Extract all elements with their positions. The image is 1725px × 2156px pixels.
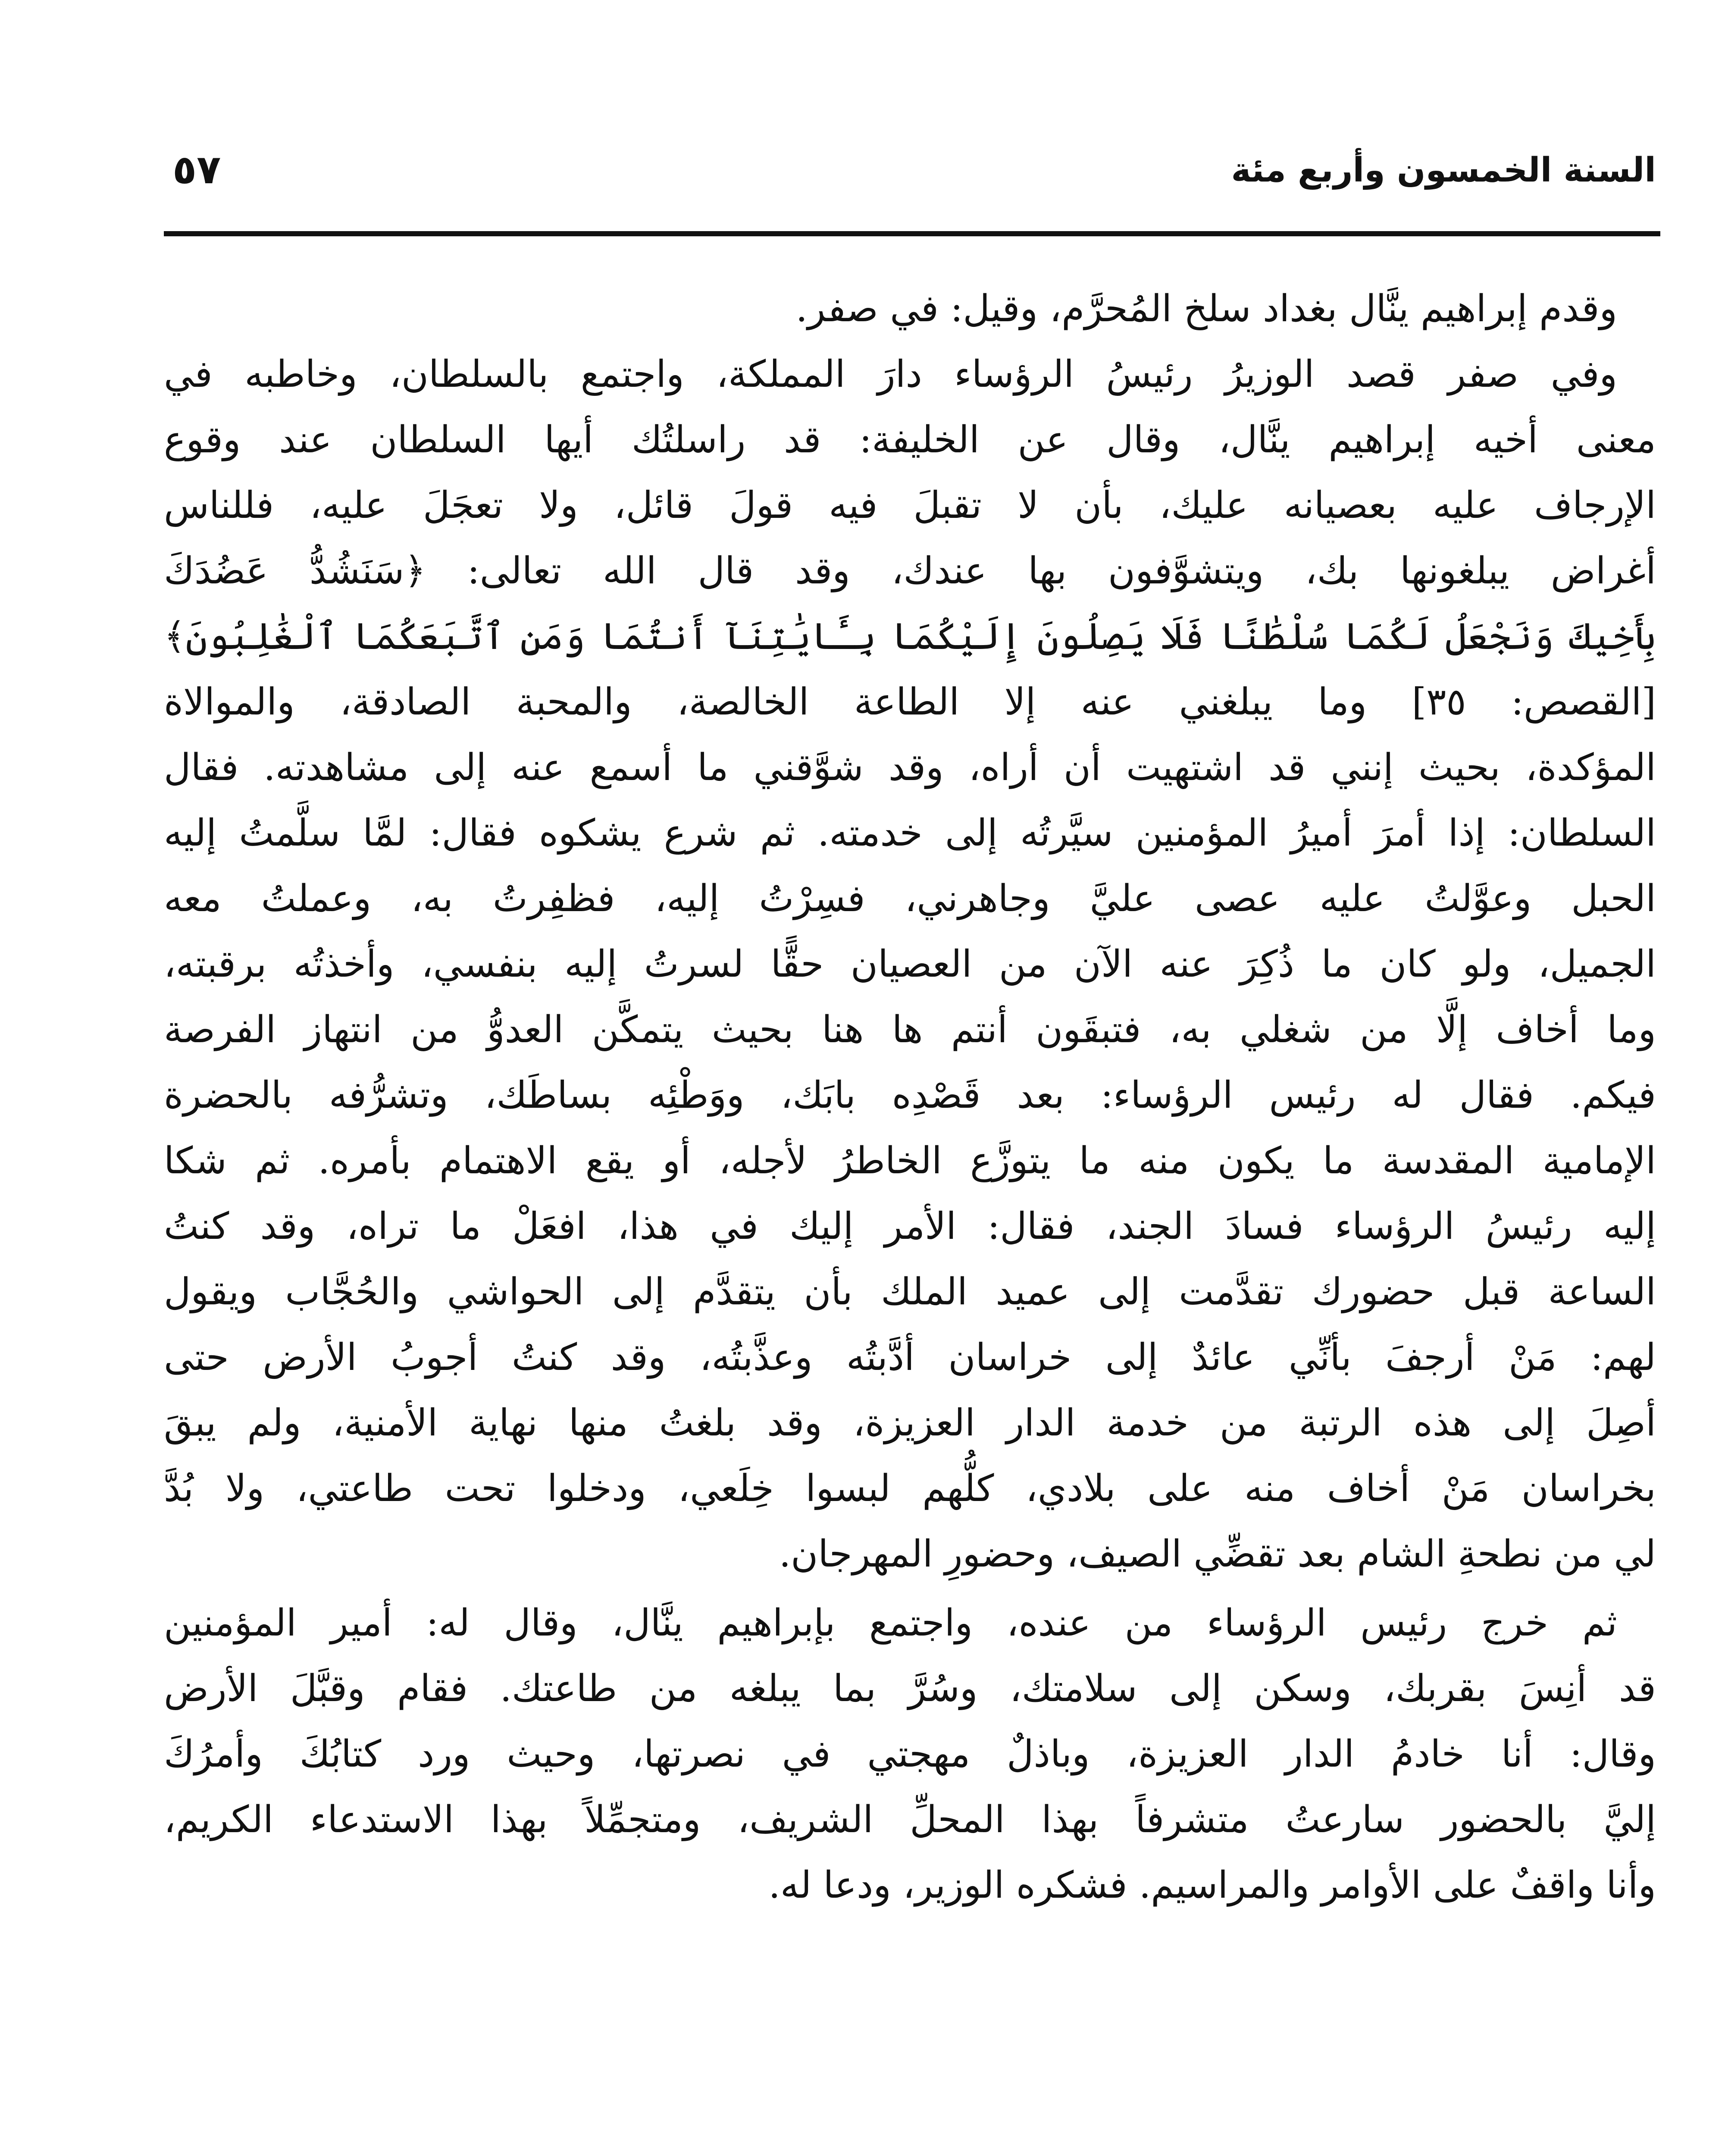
text-line: فيكم. فقال له رئيس الرؤساء: بعد قَصْدِه بابَك، ووَطْئِه بساطَك، وتشرُّفه بالحضرة (164, 1074, 1656, 1117)
text-line: لي من نطحةِ الشام بعد تقضِّي الصيف، وحضورِ المهرجان. (779, 1532, 1656, 1576)
page-header (164, 142, 1656, 231)
body-text (164, 276, 1656, 1918)
page-number: ٥٧ (172, 147, 221, 193)
text-line: لهم: مَنْ أرجفَ بأنِّي عائدٌ إلى خراسان أدَّبتُه وعذَّبتُه، وقد كنتُ أجوبُ الأرض حتى (164, 1336, 1656, 1379)
text-line: وقال: أنا خادمُ الدار العزيزة، وباذلٌ مهجتي في نصرتها، وحيث ورد كتابُكَ وأمرُكَ (164, 1733, 1656, 1776)
text-line: المؤكدة، بحيث إنني قد اشتهيت أن أراه، وقد شوَّقني ما أسمع عنه إلى مشاهدته. فقال (164, 746, 1656, 789)
running-title: السنة الخمسون وأربع مئة (1231, 151, 1656, 190)
paragraph (164, 276, 1656, 342)
text-line: ثم خرج رئيس الرؤساء من عنده، واجتمع بإبراهيم ينَّال، وقال له: أمير المؤمنين (164, 1601, 1617, 1645)
text-line: إليَّ بالحضور سارعتُ متشرفاً بهذا المحلِّ الشريف، ومتجمِّلاً بهذا الاستدعاء الكريم، (164, 1798, 1656, 1841)
header-rule (164, 231, 1660, 236)
text-line: بِأَخِيكَ وَنَجْعَلُ لَكُمَا سُلْطَٰنًا فَلَا يَصِلُونَ إِلَيْكُمَا بِـَٔايَٰتِنَآ أَنتُمَا وَمَنِ ٱتَّبَعَكُمَا ٱلْغَٰلِبُونَ﴾ (164, 615, 1656, 658)
text-line: وقدم إبراهيم ينَّال بغداد سلخ المُحرَّم، وقيل: في صفر. (795, 287, 1617, 330)
text-line: وفي صفر قصد الوزيرُ رئيسُ الرؤساء دارَ المملكة، واجتمع بالسلطان، وخاطبه في (164, 353, 1617, 396)
text-line: الساعة قبل حضورك تقدَّمت إلى عميد الملك بأن يتقدَّم إلى الحواشي والحُجَّاب ويقول (164, 1270, 1656, 1313)
text-line: وما أخاف إلَّا من شغلي به، فتبقَون أنتم ها هنا بحيث يتمكَّن العدوُّ من انتهاز الفرصة (164, 1008, 1656, 1051)
text-line: [القصص: ٣٥] وما يبلغني عنه إلا الطاعة الخالصة، والمحبة الصادقة، والموالاة (164, 680, 1656, 724)
text-line: أصِلَ إلى هذه الرتبة من خدمة الدار العزيزة، وقد بلغتُ منها نهاية الأمنية، ولم يبقَ (164, 1401, 1656, 1445)
text-line: أغراض يبلغونها بك، ويتشوَّفون بها عندك، وقد قال الله تعالى: ﴿سَنَشُدُّ عَضُدَكَ (164, 549, 1656, 592)
text-line: وأنا واقفٌ على الأوامر والمراسيم. فشكره الوزير، ودعا له. (768, 1864, 1656, 1907)
text-line: معنى أخيه إبراهيم ينَّال، وقال عن الخليفة: قد راسلتُك أيها السلطان عند وقوع (164, 418, 1656, 461)
paragraph (164, 1590, 1656, 1918)
text-line: قد أنِسَ بقربك، وسكن إلى سلامتك، وسُرَّ بما يبلغه من طاعتك. فقام وقبَّلَ الأرض (164, 1667, 1656, 1710)
text-line: الحبل وعوَّلتُ عليه عصى عليَّ وجاهرني، فسِرْتُ إليه، فظفِرتُ به، وعملتُ معه (164, 877, 1656, 920)
text-line: الإمامية المقدسة ما يكون منه ما يتوزَّع الخاطرُ لأجله، أو يقع الاهتمام بأمره. ثم شكا (164, 1139, 1656, 1182)
text-line: السلطان: إذا أمرَ أميرُ المؤمنين سيَّرتُه إلى خدمته. ثم شرع يشكوه فقال: لمَّا سلَّمتُ إليه (164, 812, 1656, 855)
text-line: الإرجاف عليه بعصيانه عليك، بأن لا تقبلَ فيه قولَ قائل، ولا تعجَلَ عليه، فللناس (164, 484, 1656, 527)
text-line: بخراسان مَنْ أخاف منه على بلادي، كلُّهم لبسوا خِلَعي، ودخلوا تحت طاعتي، ولا بُدَّ (164, 1467, 1656, 1510)
text-line: إليه رئيسُ الرؤساء فسادَ الجند، فقال: الأمر إليك في هذا، افعَلْ ما تراه، وقد كنتُ (164, 1205, 1656, 1248)
text-line: الجميل، ولو كان ما ذُكِرَ عنه الآن من العصيان حقًّا لسرتُ إليه بنفسي، وأخذتُه برقبته، (164, 943, 1656, 986)
paragraph (164, 342, 1656, 1587)
